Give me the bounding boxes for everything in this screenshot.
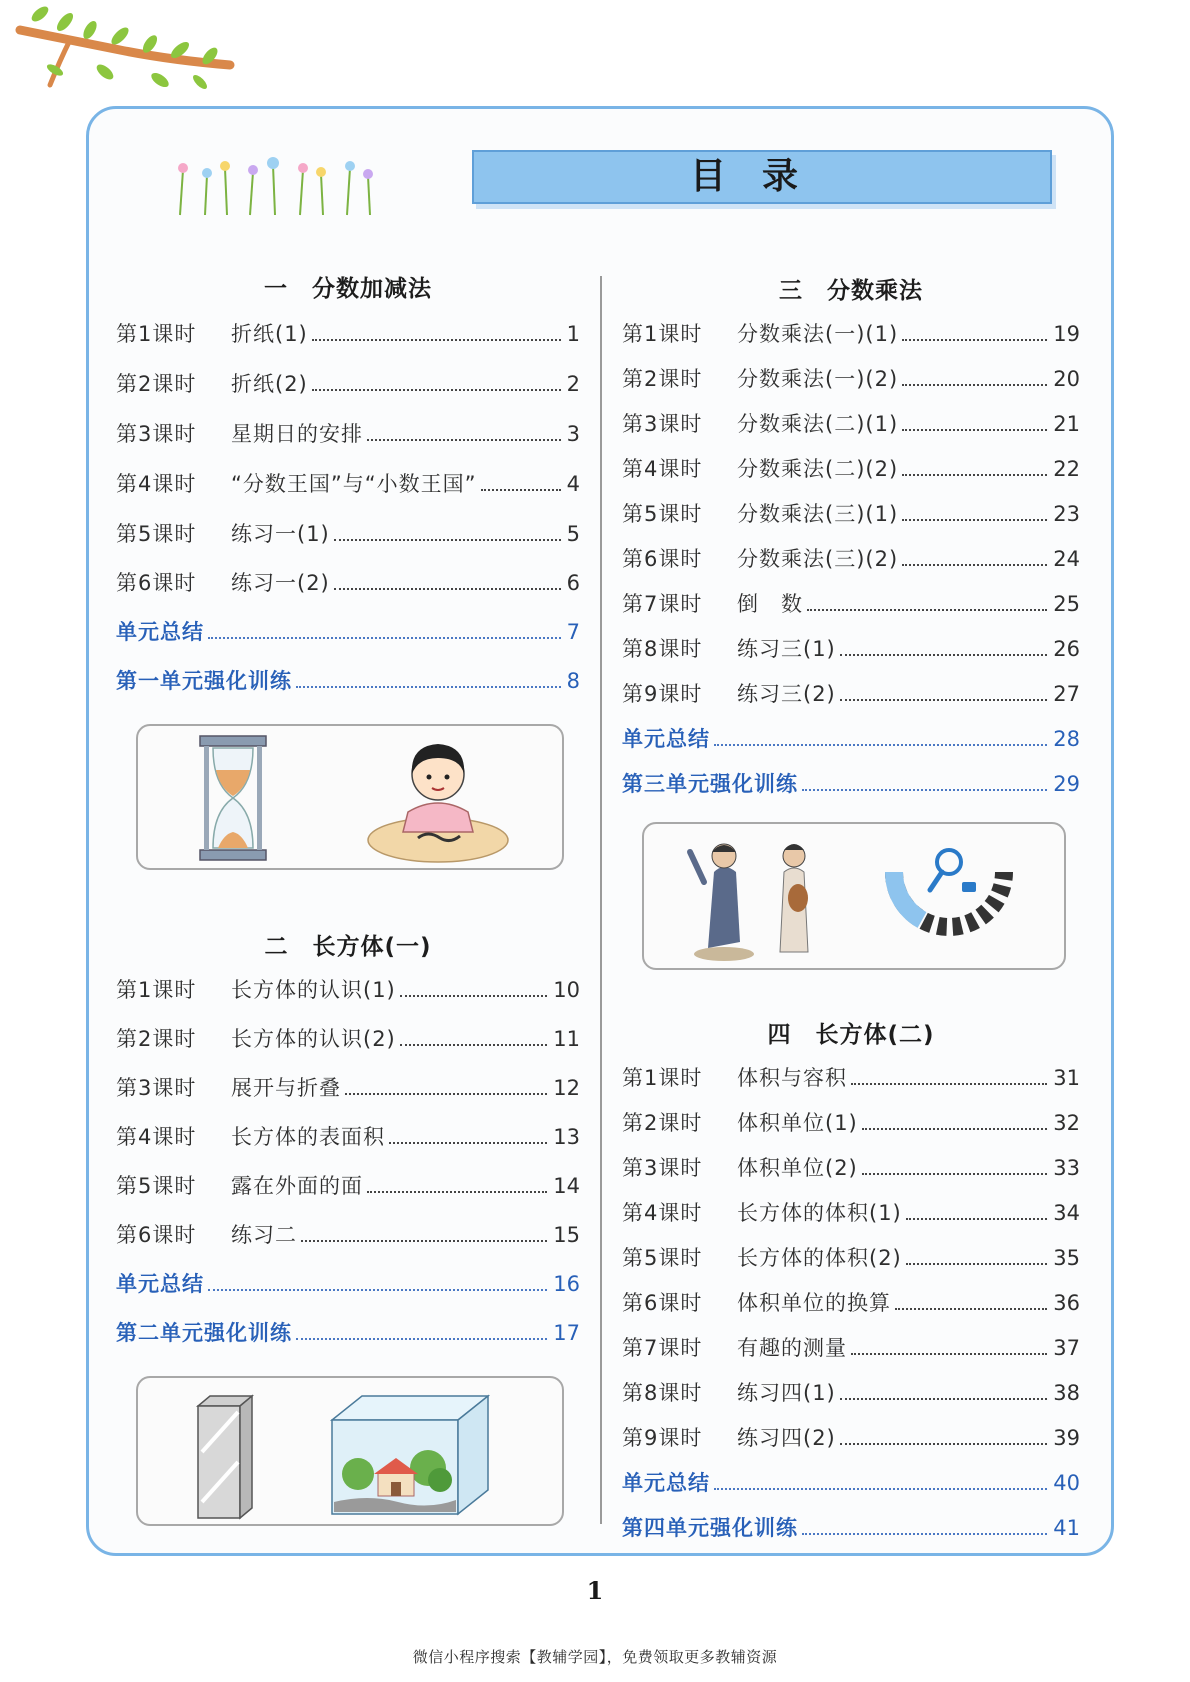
page-ref: 37 (1053, 1336, 1080, 1360)
page-ref: 32 (1053, 1111, 1080, 1135)
lesson-label: 第2课时 (622, 1111, 703, 1135)
training-name: 第二单元强化训练 (116, 1321, 292, 1345)
page-ref: 36 (1053, 1291, 1080, 1315)
unit-number: 四 (767, 1022, 792, 1048)
toc-row[interactable] (116, 464, 580, 498)
dot-leader (389, 1142, 547, 1144)
unit-name: 长方体(二) (815, 1022, 935, 1048)
summary-name: 单元总结 (116, 620, 204, 644)
toc-row[interactable] (622, 629, 1080, 663)
toc-row[interactable] (622, 314, 1080, 348)
summary-name: 单元总结 (116, 1272, 204, 1296)
lesson-label: 第5课时 (622, 1246, 703, 1270)
page-ref: 15 (553, 1223, 580, 1247)
lesson-label: 第8课时 (622, 1381, 703, 1405)
lesson-label: 第4课时 (116, 1125, 197, 1149)
page-ref: 11 (553, 1027, 580, 1051)
lesson-label: 第4课时 (622, 457, 703, 481)
lesson-name: 分数乘法(一)(1) (737, 322, 899, 346)
toc-row[interactable] (116, 1019, 580, 1053)
toc-row[interactable] (622, 1418, 1080, 1452)
lesson-name: 分数乘法(二)(1) (737, 412, 899, 436)
right-column (622, 0, 1080, 1600)
dot-leader (840, 699, 1048, 701)
unit-title (622, 272, 1080, 305)
training-name: 第三单元强化训练 (622, 772, 798, 796)
toc-row[interactable] (622, 494, 1080, 528)
dot-leader (296, 1338, 547, 1340)
toc-row-summary[interactable] (116, 1264, 580, 1298)
page-ref: 26 (1053, 637, 1080, 661)
lesson-name: 练习三(2) (737, 682, 836, 706)
lesson-name: 练习一(1) (231, 522, 330, 546)
lesson-name: 练习四(2) (737, 1426, 836, 1450)
toc-row[interactable] (622, 404, 1080, 438)
toc-row[interactable] (622, 1283, 1080, 1317)
lesson-name: “分数王国”与“小数王国” (231, 472, 477, 496)
page-ref: 19 (1053, 322, 1080, 346)
page-ref: 13 (553, 1125, 580, 1149)
page-ref: 21 (1053, 412, 1080, 436)
lesson-label: 第4课时 (116, 472, 197, 496)
toc-row[interactable] (116, 414, 580, 448)
page-title: 目录 (689, 156, 834, 197)
training-name: 第四单元强化训练 (622, 1516, 798, 1540)
page-ref: 5 (566, 522, 580, 546)
dot-leader (862, 1173, 1048, 1175)
dot-leader (902, 384, 1047, 386)
dot-leader (208, 1289, 547, 1291)
lesson-label: 第2课时 (622, 367, 703, 391)
dot-leader (208, 637, 561, 639)
lesson-name: 长方体的认识(1) (231, 978, 396, 1002)
lesson-name: 倒 数 (737, 592, 803, 616)
illustration-cuboid-tank (136, 1376, 564, 1526)
dot-leader (296, 686, 561, 688)
page-ref: 12 (553, 1076, 580, 1100)
lesson-label: 第5课时 (116, 522, 197, 546)
page-ref: 23 (1053, 502, 1080, 526)
lesson-label: 第1课时 (622, 1066, 703, 1090)
toc-row[interactable] (622, 1373, 1080, 1407)
page-ref: 2 (566, 372, 580, 396)
lesson-name: 体积单位(2) (737, 1156, 858, 1180)
page-ref: 20 (1053, 367, 1080, 391)
lesson-label: 第1课时 (116, 322, 197, 346)
left-column (116, 0, 580, 1600)
lesson-label: 第2课时 (116, 372, 197, 396)
lesson-name: 体积单位的换算 (737, 1291, 891, 1315)
lesson-name: 露在外面的面 (231, 1174, 363, 1198)
dot-leader (840, 654, 1048, 656)
unit-title (116, 270, 580, 303)
fish-tank-icon (328, 1390, 498, 1520)
page-ref: 39 (1053, 1426, 1080, 1450)
page-ref: 41 (1053, 1516, 1080, 1540)
dot-leader (840, 1443, 1048, 1445)
gauge-icon (884, 842, 1014, 952)
dot-leader (851, 1083, 1047, 1085)
girl-illustration (348, 732, 518, 866)
toc-row[interactable] (622, 539, 1080, 573)
lesson-name: 练习四(1) (737, 1381, 836, 1405)
toc-row[interactable] (622, 359, 1080, 393)
toc-row[interactable] (116, 1166, 580, 1200)
dot-leader (400, 1044, 548, 1046)
dot-leader (312, 389, 561, 391)
dot-leader (345, 1093, 547, 1095)
cuboid-icon (194, 1392, 258, 1522)
dot-leader (840, 1398, 1048, 1400)
lesson-label: 第7课时 (622, 592, 703, 616)
lesson-label: 第3课时 (116, 1076, 197, 1100)
page-ref: 3 (566, 422, 580, 446)
dot-leader (902, 564, 1047, 566)
toc-row[interactable] (116, 563, 580, 597)
page-ref: 33 (1053, 1156, 1080, 1180)
page-ref: 35 (1053, 1246, 1080, 1270)
dot-leader (802, 1533, 1047, 1535)
page-ref: 27 (1053, 682, 1080, 706)
dot-leader (862, 1128, 1048, 1130)
page-ref: 4 (566, 472, 580, 496)
page-ref: 29 (1053, 772, 1080, 796)
page-ref: 7 (566, 620, 580, 644)
dot-leader (301, 1240, 547, 1242)
training-name: 第一单元强化训练 (116, 669, 292, 693)
toc-row[interactable] (622, 1328, 1080, 1362)
toc-row-training[interactable] (622, 764, 1080, 798)
lesson-name: 展开与折叠 (231, 1076, 341, 1100)
toc-row[interactable] (622, 674, 1080, 708)
dancing-figures-icon (684, 832, 824, 964)
page-ref: 28 (1053, 727, 1080, 751)
page-ref: 38 (1053, 1381, 1080, 1405)
dot-leader (902, 519, 1047, 521)
lesson-label: 第3课时 (116, 422, 197, 446)
lesson-label: 第3课时 (622, 1156, 703, 1180)
page-ref: 10 (553, 978, 580, 1002)
page-ref: 34 (1053, 1201, 1080, 1225)
dot-leader (334, 588, 561, 590)
toc-row-summary[interactable] (116, 612, 580, 646)
lesson-label: 第7课时 (622, 1336, 703, 1360)
unit-name: 分数加减法 (312, 276, 432, 302)
lesson-name: 分数乘法(三)(2) (737, 547, 899, 571)
unit-title (116, 928, 580, 961)
toc-row[interactable] (622, 584, 1080, 618)
page-ref: 22 (1053, 457, 1080, 481)
page-ref: 14 (553, 1174, 580, 1198)
dot-leader (851, 1353, 1047, 1355)
lesson-label: 第6课时 (116, 571, 197, 595)
lesson-name: 长方体的体积(1) (737, 1201, 902, 1225)
page-ref: 6 (566, 571, 580, 595)
unit-name: 分数乘法 (827, 278, 923, 304)
toc-row[interactable] (116, 970, 580, 1004)
dot-leader (807, 609, 1047, 611)
toc-row[interactable] (116, 1215, 580, 1249)
toc-row-summary[interactable] (622, 1463, 1080, 1497)
lesson-name: 体积与容积 (737, 1066, 847, 1090)
toc-row[interactable] (116, 1117, 580, 1151)
dot-leader (714, 1488, 1047, 1490)
page-ref: 25 (1053, 592, 1080, 616)
lesson-name: 练习一(2) (231, 571, 330, 595)
toc-row[interactable] (622, 1058, 1080, 1092)
toc-row-training[interactable] (116, 661, 580, 695)
lesson-name: 有趣的测量 (737, 1336, 847, 1360)
unit-number: 二 (264, 934, 289, 960)
dot-leader (902, 429, 1047, 431)
lesson-label: 第5课时 (116, 1174, 197, 1198)
unit-number: 一 (264, 276, 288, 302)
dot-leader (400, 995, 548, 997)
hourglass-icon (198, 734, 268, 862)
summary-name: 单元总结 (622, 1471, 710, 1495)
toc-row[interactable] (116, 1068, 580, 1102)
unit-number: 三 (779, 278, 803, 304)
column-divider (600, 276, 602, 1524)
page-ref: 31 (1053, 1066, 1080, 1090)
lesson-name: 分数乘法(三)(1) (737, 502, 899, 526)
lesson-label: 第2课时 (116, 1027, 197, 1051)
toc-row[interactable] (622, 449, 1080, 483)
lesson-name: 练习二 (231, 1223, 297, 1247)
dot-leader (367, 1191, 547, 1193)
lesson-name: 折纸(1) (231, 322, 308, 346)
toc-row-summary[interactable] (622, 719, 1080, 753)
dot-leader (902, 474, 1047, 476)
toc-row[interactable] (622, 1193, 1080, 1227)
lesson-label: 第9课时 (622, 1426, 703, 1450)
lesson-label: 第6课时 (622, 547, 703, 571)
unit-name: 长方体(一) (312, 934, 432, 960)
toc-row-training[interactable] (622, 1508, 1080, 1542)
toc-row-training[interactable] (116, 1313, 580, 1347)
illustration-figures-gauge (642, 822, 1066, 970)
lesson-name: 长方体的体积(2) (737, 1246, 902, 1270)
dot-leader (906, 1218, 1048, 1220)
dot-leader (312, 339, 561, 341)
lesson-label: 第1课时 (116, 978, 197, 1002)
page-ref: 24 (1053, 547, 1080, 571)
page-ref: 8 (566, 669, 580, 693)
dot-leader (481, 489, 561, 491)
illustration-hourglass-girl (136, 724, 564, 870)
lesson-name: 长方体的表面积 (231, 1125, 385, 1149)
dot-leader (902, 339, 1047, 341)
dot-leader (334, 539, 561, 541)
lesson-label: 第5课时 (622, 502, 703, 526)
toc-row[interactable] (116, 514, 580, 548)
page-ref: 1 (566, 322, 580, 346)
lesson-label: 第6课时 (116, 1223, 197, 1247)
footer-note: 微信小程序搜索【教辅学园】，免费领取更多教辅资源 (412, 1648, 778, 1666)
lesson-name: 长方体的认识(2) (231, 1027, 396, 1051)
lesson-name: 体积单位(1) (737, 1111, 858, 1135)
toc-row[interactable] (622, 1103, 1080, 1137)
dot-leader (895, 1308, 1047, 1310)
dot-leader (367, 439, 561, 441)
dot-leader (906, 1263, 1048, 1265)
lesson-label: 第3课时 (622, 412, 703, 436)
dot-leader (714, 744, 1047, 746)
toc-row[interactable] (622, 1148, 1080, 1182)
lesson-name: 星期日的安排 (231, 422, 363, 446)
unit-title (622, 1016, 1080, 1049)
dot-leader (802, 789, 1047, 791)
page-ref: 40 (1053, 1471, 1080, 1495)
lesson-name: 分数乘法(一)(2) (737, 367, 899, 391)
summary-name: 单元总结 (622, 727, 710, 751)
lesson-label: 第9课时 (622, 682, 703, 706)
page-ref: 17 (553, 1321, 580, 1345)
lesson-label: 第6课时 (622, 1291, 703, 1315)
lesson-name: 练习三(1) (737, 637, 836, 661)
lesson-label: 第1课时 (622, 322, 703, 346)
lesson-label: 第8课时 (622, 637, 703, 661)
toc-row[interactable] (116, 314, 580, 348)
toc-row[interactable] (116, 364, 580, 398)
page-number: 1 (586, 1576, 604, 1605)
lesson-name: 分数乘法(二)(2) (737, 457, 899, 481)
lesson-label: 第4课时 (622, 1201, 703, 1225)
toc-row[interactable] (622, 1238, 1080, 1272)
lesson-name: 折纸(2) (231, 372, 308, 396)
page-ref: 16 (553, 1272, 580, 1296)
